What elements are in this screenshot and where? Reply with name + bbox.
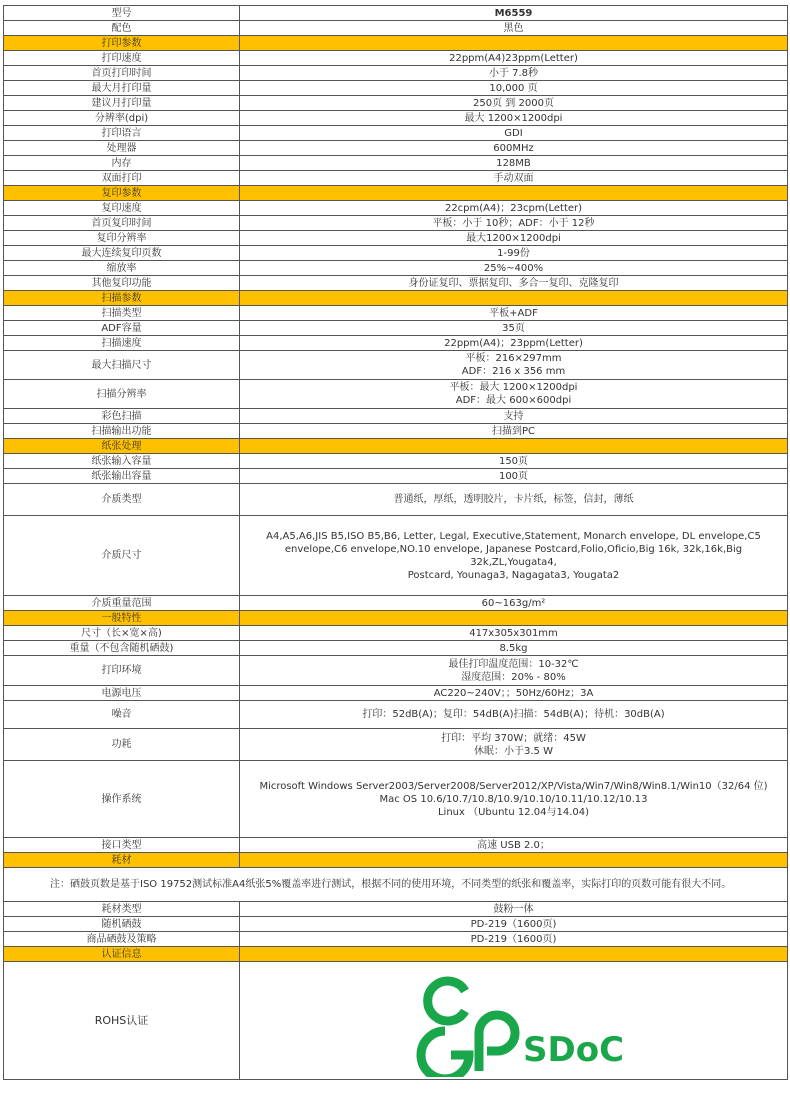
spec-value-line: 打印：52dB(A)；复印：54dB(A)扫描：54dB(A)；待机：30dB(A) bbox=[362, 709, 665, 720]
spec-value-line: 普通纸，厚纸，透明胶片，卡片纸，标签，信封，薄纸 bbox=[393, 494, 634, 505]
spec-label: 型号 bbox=[4, 6, 240, 21]
spec-value bbox=[240, 216, 788, 231]
certification-row bbox=[4, 962, 788, 1080]
spec-value-line: 平板：216×297mm bbox=[465, 353, 562, 364]
spec-row bbox=[4, 454, 788, 469]
spec-row bbox=[4, 171, 788, 186]
spec-value bbox=[240, 51, 788, 66]
spec-value bbox=[240, 656, 788, 686]
spec-label: 扫描类型 bbox=[4, 306, 240, 321]
spec-value bbox=[240, 231, 788, 246]
spec-label: 处理器 bbox=[4, 141, 240, 156]
spec-row bbox=[4, 351, 788, 380]
spec-row bbox=[4, 516, 788, 596]
spec-value bbox=[240, 156, 788, 171]
spec-value-line: A4,A5,A6,JIS B5,ISO B5,B6, Letter, Legal, Executive,Statement, Monarch envelope, DL envelope,C5 bbox=[266, 530, 761, 542]
spec-value-line: 支持 bbox=[503, 410, 524, 422]
spec-label: 介质类型 bbox=[4, 484, 240, 516]
spec-row bbox=[4, 321, 788, 336]
spec-label: 最大连续复印页数 bbox=[4, 246, 240, 261]
spec-value bbox=[240, 761, 788, 838]
spec-label: 电源电压 bbox=[4, 686, 240, 701]
spec-value-line: Linux （Ubuntu 12.04与14.04) bbox=[437, 806, 590, 818]
section-title: 纸张处理 bbox=[4, 439, 240, 454]
spec-row bbox=[4, 424, 788, 439]
section-title: 耗材 bbox=[4, 853, 240, 868]
spec-value-line: AC220~240V；；50Hz/60Hz；3A bbox=[433, 687, 594, 699]
section-title: 复印参数 bbox=[4, 186, 240, 201]
spec-value bbox=[240, 641, 788, 656]
spec-value-line: 22ppm(A4)；23ppm(Letter) bbox=[444, 337, 583, 349]
spec-label: 其他复印功能 bbox=[4, 276, 240, 291]
spec-label: 复印速度 bbox=[4, 201, 240, 216]
gp-sdoc-logo-icon bbox=[399, 965, 629, 1077]
spec-value-line: 身份证复印、票据复印、多合一复印、克隆复印 bbox=[408, 277, 619, 289]
spec-value bbox=[240, 276, 788, 291]
spec-row bbox=[4, 596, 788, 611]
spec-label: 操作系统 bbox=[4, 761, 240, 838]
spec-row bbox=[4, 902, 788, 917]
spec-value bbox=[240, 484, 788, 516]
logo-wrap bbox=[243, 965, 784, 1077]
spec-value bbox=[240, 336, 788, 351]
spec-label: 扫描输出功能 bbox=[4, 424, 240, 439]
spec-label: ADF容量 bbox=[4, 321, 240, 336]
spec-row bbox=[4, 111, 788, 126]
spec-value-line: 22ppm(A4)23ppm(Letter) bbox=[449, 52, 578, 64]
spec-value bbox=[240, 126, 788, 141]
spec-label: 最大扫描尺寸 bbox=[4, 351, 240, 380]
spec-row bbox=[4, 761, 788, 838]
spec-label: 缩放率 bbox=[4, 261, 240, 276]
spec-value-line: ADF：216 x 356 mm bbox=[461, 366, 566, 377]
spec-label: 打印环境 bbox=[4, 656, 240, 686]
spec-value bbox=[240, 701, 788, 729]
spec-value bbox=[240, 261, 788, 276]
section-blank-cell bbox=[240, 186, 788, 201]
spec-row bbox=[4, 156, 788, 171]
spec-label: 内存 bbox=[4, 156, 240, 171]
spec-value-line: 100页 bbox=[498, 470, 529, 482]
section-blank-cell bbox=[240, 291, 788, 306]
spec-row bbox=[4, 380, 788, 409]
section-header-row bbox=[4, 853, 788, 868]
certification-logo-cell bbox=[240, 962, 788, 1080]
spec-label: 随机硒鼓 bbox=[4, 917, 240, 932]
spec-label: 介质尺寸 bbox=[4, 516, 240, 596]
spec-value bbox=[240, 838, 788, 853]
spec-value-line: 湿度范围：20% - 80% bbox=[461, 671, 566, 683]
section-blank-cell bbox=[240, 36, 788, 51]
spec-row bbox=[4, 231, 788, 246]
spec-row bbox=[4, 51, 788, 66]
spec-value-line: 150页 bbox=[498, 455, 529, 467]
spec-value bbox=[240, 917, 788, 932]
spec-value-line: 平板：最大 1200×1200dpi bbox=[449, 382, 578, 393]
spec-row bbox=[4, 656, 788, 686]
spec-value-line: GDI bbox=[504, 127, 523, 139]
spec-value bbox=[240, 424, 788, 439]
section-header-row bbox=[4, 36, 788, 51]
spec-label: 扫描分辨率 bbox=[4, 380, 240, 409]
spec-value-line: 10,000 页 bbox=[489, 82, 538, 94]
section-title: 扫描参数 bbox=[4, 291, 240, 306]
consumable-note: 注：硒鼓页数是基于ISO 19752测试标准A4纸张5%覆盖率进行测试，根据不同的使用环境，不同类型的纸张和覆盖率，实际打印的页数可能有很大不同。 bbox=[4, 868, 788, 902]
section-header-row bbox=[4, 291, 788, 306]
section-blank-cell bbox=[240, 439, 788, 454]
spec-label: 最大月打印量 bbox=[4, 81, 240, 96]
spec-label: 纸张输入容量 bbox=[4, 454, 240, 469]
spec-value bbox=[240, 351, 788, 380]
spec-value-line: envelope,C6 envelope,NO.10 envelope, Japanese Postcard,Folio,Oficio,Big 16k, 32k,16k,Big 32k,ZL,Yougata4, bbox=[284, 543, 743, 568]
spec-row bbox=[4, 917, 788, 932]
spec-value bbox=[240, 626, 788, 641]
spec-value bbox=[240, 96, 788, 111]
spec-value bbox=[240, 729, 788, 761]
spec-value-line: ADF：最大 600×600dpi bbox=[455, 395, 572, 406]
spec-label: 功耗 bbox=[4, 729, 240, 761]
spec-value bbox=[240, 111, 788, 126]
spec-value bbox=[240, 469, 788, 484]
spec-value-line: 打印：平均 370W；就绪：45W bbox=[441, 732, 586, 744]
spec-row bbox=[4, 729, 788, 761]
spec-row bbox=[4, 409, 788, 424]
spec-label: 介质重量范围 bbox=[4, 596, 240, 611]
spec-row bbox=[4, 838, 788, 853]
spec-value-line: M6559 bbox=[494, 7, 533, 19]
spec-row bbox=[4, 261, 788, 276]
spec-table bbox=[3, 5, 788, 1080]
spec-value bbox=[240, 686, 788, 701]
spec-row bbox=[4, 216, 788, 231]
section-title: 打印参数 bbox=[4, 36, 240, 51]
spec-label: 建议月打印量 bbox=[4, 96, 240, 111]
spec-row bbox=[4, 126, 788, 141]
spec-label: 打印速度 bbox=[4, 51, 240, 66]
spec-label: ROHS认证 bbox=[4, 962, 240, 1080]
spec-row bbox=[4, 932, 788, 947]
spec-value-line: 平板+ADF bbox=[489, 307, 538, 319]
spec-value-line: 休眠：小于3.5 W bbox=[474, 745, 553, 757]
spec-value bbox=[240, 306, 788, 321]
spec-row bbox=[4, 484, 788, 516]
spec-value-line: 高速 USB 2.0； bbox=[477, 839, 550, 851]
spec-row bbox=[4, 141, 788, 156]
spec-value bbox=[240, 516, 788, 596]
section-title: 一般特性 bbox=[4, 611, 240, 626]
section-blank-cell bbox=[240, 611, 788, 626]
spec-value-line: 小于 7.8秒 bbox=[488, 67, 539, 79]
spec-label: 打印语言 bbox=[4, 126, 240, 141]
spec-value-line: 8.5kg bbox=[499, 642, 528, 654]
spec-label: 接口类型 bbox=[4, 838, 240, 853]
section-header-row bbox=[4, 439, 788, 454]
spec-row bbox=[4, 66, 788, 81]
spec-table-body bbox=[4, 6, 788, 1080]
spec-value bbox=[240, 454, 788, 469]
spec-value-line: 35页 bbox=[502, 322, 525, 334]
spec-value bbox=[240, 171, 788, 186]
spec-value-line: 平板：小于 10秒；ADF：小于 12秒 bbox=[432, 217, 595, 229]
section-header-row bbox=[4, 611, 788, 626]
spec-value-line: PD-219（1600页) bbox=[470, 933, 557, 945]
sdoc-logo-text: SDoC bbox=[522, 1029, 624, 1070]
spec-value-line: 600MHz bbox=[493, 142, 534, 154]
spec-label: 尺寸（长×宽×高) bbox=[4, 626, 240, 641]
section-title: 认证信息 bbox=[4, 947, 240, 962]
spec-label: 双面打印 bbox=[4, 171, 240, 186]
spec-row bbox=[4, 306, 788, 321]
spec-value-line: 22cpm(A4)；23cpm(Letter) bbox=[444, 202, 583, 214]
spec-label: 彩色扫描 bbox=[4, 409, 240, 424]
spec-row bbox=[4, 276, 788, 291]
spec-value-line: Microsoft Windows Server2003/Server2008/Server2012/XP/Vista/Win7/Win8/Win8.1/Win10（32/64 位) bbox=[259, 780, 768, 792]
spec-value bbox=[240, 201, 788, 216]
spec-value-line: 417x305x301mm bbox=[469, 627, 558, 639]
spec-value-line: 25%~400% bbox=[483, 262, 544, 274]
spec-row bbox=[4, 641, 788, 656]
spec-value-line: Mac OS 10.6/10.7/10.8/10.9/10.10/10.11/10.12/10.13 bbox=[379, 793, 648, 805]
spec-value bbox=[240, 6, 788, 21]
spec-value bbox=[240, 932, 788, 947]
spec-value-line: 最佳打印温度范围：10-32℃ bbox=[448, 658, 579, 670]
spec-row bbox=[4, 626, 788, 641]
section-blank-cell bbox=[240, 853, 788, 868]
spec-value-line: 250页 到 2000页 bbox=[473, 97, 554, 109]
spec-value-line: Postcard, Younaga3, Nagagata3, Yougata2 bbox=[407, 569, 620, 581]
section-blank-cell bbox=[240, 947, 788, 962]
spec-row bbox=[4, 701, 788, 729]
spec-row bbox=[4, 469, 788, 484]
spec-label: 重量（不包含随机硒鼓) bbox=[4, 641, 240, 656]
spec-value bbox=[240, 596, 788, 611]
spec-value bbox=[240, 81, 788, 96]
spec-label: 扫描速度 bbox=[4, 336, 240, 351]
spec-value bbox=[240, 21, 788, 36]
spec-value-line: 鼓粉一体 bbox=[493, 903, 534, 915]
spec-label: 分辨率(dpi) bbox=[4, 111, 240, 126]
spec-value bbox=[240, 246, 788, 261]
section-header-row bbox=[4, 947, 788, 962]
spec-row bbox=[4, 96, 788, 111]
spec-label: 商品硒鼓及策略 bbox=[4, 932, 240, 947]
spec-label: 首页复印时间 bbox=[4, 216, 240, 231]
section-header-row bbox=[4, 186, 788, 201]
spec-label: 配色 bbox=[4, 21, 240, 36]
spec-value-line: 60~163g/m² bbox=[481, 597, 546, 609]
spec-value bbox=[240, 380, 788, 409]
spec-value bbox=[240, 409, 788, 424]
spec-value-line: 1-99份 bbox=[497, 247, 530, 259]
spec-value-line: 128MB bbox=[496, 157, 531, 169]
spec-label: 纸张输出容量 bbox=[4, 469, 240, 484]
spec-value-line: 最大1200×1200dpi bbox=[466, 232, 561, 244]
spec-value bbox=[240, 141, 788, 156]
spec-row bbox=[4, 6, 788, 21]
spec-label: 耗材类型 bbox=[4, 902, 240, 917]
note-row bbox=[4, 868, 788, 902]
spec-value-line: PD-219（1600页) bbox=[470, 918, 557, 930]
spec-label: 复印分辨率 bbox=[4, 231, 240, 246]
spec-value-line: 最大 1200×1200dpi bbox=[464, 112, 563, 124]
spec-row bbox=[4, 246, 788, 261]
spec-value bbox=[240, 66, 788, 81]
spec-row bbox=[4, 336, 788, 351]
spec-row bbox=[4, 21, 788, 36]
spec-row bbox=[4, 686, 788, 701]
spec-row bbox=[4, 201, 788, 216]
spec-row bbox=[4, 81, 788, 96]
spec-value bbox=[240, 321, 788, 336]
spec-label: 首页打印时间 bbox=[4, 66, 240, 81]
spec-value bbox=[240, 902, 788, 917]
spec-label: 噪音 bbox=[4, 701, 240, 729]
spec-value-line: 扫描到PC bbox=[491, 425, 535, 437]
spec-value-line: 手动双面 bbox=[493, 172, 534, 184]
spec-value-line: 黑色 bbox=[503, 22, 524, 34]
